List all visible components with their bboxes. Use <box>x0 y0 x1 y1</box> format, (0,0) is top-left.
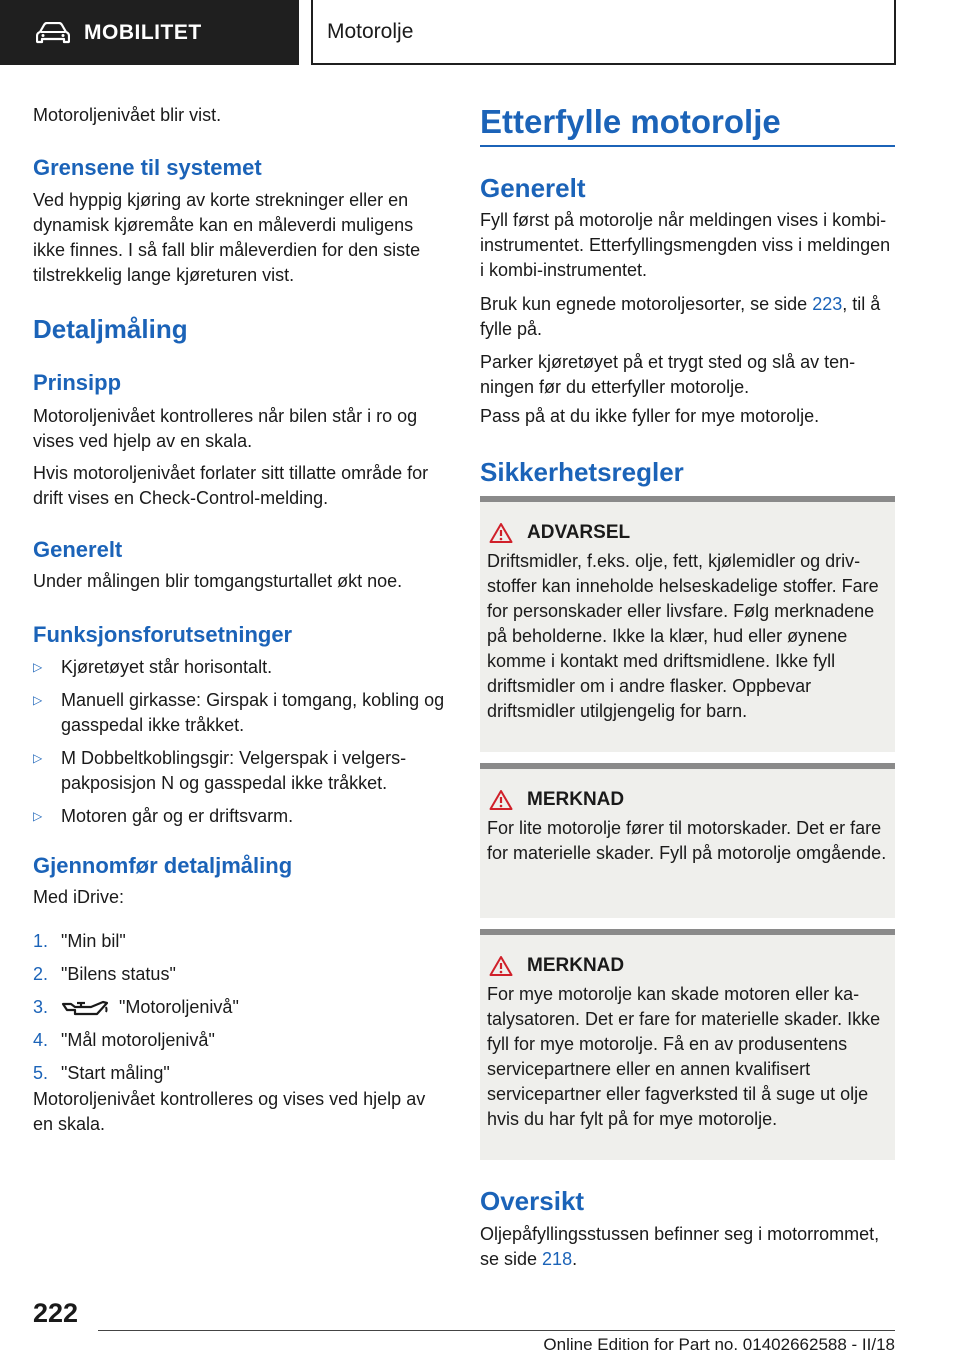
list-item: ▷ Kjøretøyet står horisontalt. <box>33 655 448 680</box>
page-title: Etterfylle motorolje <box>480 103 781 140</box>
note-label: MERKNAD <box>527 955 625 976</box>
warning-triangle-icon <box>489 789 513 811</box>
list-item: 4. "Mål motoroljenivå" <box>33 1030 215 1050</box>
footer-divider <box>98 1330 895 1331</box>
title-divider <box>480 145 895 147</box>
steps-list <box>33 925 448 1090</box>
triangle-bullet-icon: ▷ <box>33 751 43 765</box>
prerequisites-heading: Funksjonsforutsetninger <box>33 622 293 647</box>
intro-text: Motoroljenivået blir vist. <box>33 105 222 125</box>
general-heading-left: Generelt <box>33 537 123 562</box>
general-text-2: Bruk kun egnede motoroljesorter, se side 223, til å fylle på. <box>480 294 881 339</box>
list-item: ▷ M Dobbeltkoblingsgir: Velgerspak i velgerspakposisjon N og gasspedal ikke tråkket. <box>33 746 448 796</box>
safety-heading: Sikkerhetsregler <box>480 457 684 487</box>
general-text-3: Parker kjøretøyet på et trygt sted og slå av tenningen før du etterfyller motorolje. <box>480 352 856 397</box>
page-link-218[interactable]: 218 <box>542 1249 573 1269</box>
page-number: 222 <box>33 1298 79 1328</box>
oil-can-icon <box>61 998 109 1018</box>
overview-text: Oljepåfyllingsstussen befinner seg i motorrommet, se side 218. <box>480 1224 880 1269</box>
triangle-bullet-icon: ▷ <box>33 809 43 823</box>
note-text: For lite motorolje fører til motorskader. Det er fare for materielle skader. Fyll på motorolje omgående. <box>487 818 887 863</box>
triangle-bullet-icon: ▷ <box>33 660 43 674</box>
principle-text-2: Hvis motoroljenivået forlater sitt tillatte område for drift vises en Check-Control-melding. <box>33 463 429 508</box>
chapter-title: Motorolje <box>327 19 414 43</box>
prerequisites-list <box>33 655 448 829</box>
list-item: 1. "Min bil" <box>33 931 126 951</box>
note-text: For mye motorolje kan skade motoren eller katalysatoren. Det er fare for materielle skader. Ikke fyll for mye motorolje. Få en av produsentens servicepartnere eller en annen kvalifisert servicepartner eller fagverksted til å suge ut olje hvis du har fylt på for mye motorolje. <box>487 984 881 1129</box>
general-text-1: Fyll først på motorolje når meldingen vises i kombi-instrumentet. Etterfyllingsmengden viss i meldingen i kombi-instrumentet. <box>480 210 891 280</box>
note-box <box>480 763 895 918</box>
warning-triangle-icon <box>489 522 513 544</box>
list-item: 2. "Bilens status" <box>33 964 176 984</box>
detail-measurement-heading: Detaljmåling <box>33 314 188 344</box>
edition-text: Online Edition for Part no. 01402662588 - II/18 <box>543 1335 895 1354</box>
section-title: MOBILITET <box>84 20 202 44</box>
warning-box <box>480 496 895 752</box>
note-label: MERKNAD <box>527 789 625 810</box>
warning-triangle-icon <box>489 955 513 977</box>
note-box <box>480 929 895 1160</box>
list-item: ▷ Manuell girkasse: Girspak i tomgang, kobling og gasspedal ikke tråkket. <box>33 688 448 738</box>
limits-text: Ved hyppig kjøring av korte strekninger eller en dynamisk kjøremåte kan en måleverdi muligens ikke finnes. I så fall blir måleverdien for den siste tilstrekkelig lange kjøreturen vist. <box>33 190 421 285</box>
limits-heading: Grensene til systemet <box>33 155 262 180</box>
list-item: 3. "Motoroljenivå" <box>33 997 239 1017</box>
overview-heading: Oversikt <box>480 1186 585 1216</box>
header-chapter-box <box>311 0 896 65</box>
general-text-left: Under målingen blir tomgangsturtallet økt noe. <box>33 571 403 591</box>
car-icon <box>36 22 70 44</box>
perform-heading: Gjennomfør detaljmåling <box>33 853 293 878</box>
general-text-4: Pass på at du ikke fyller for mye motorolje. <box>480 406 820 426</box>
list-item: ▷ Motoren går og er driftsvarm. <box>33 804 448 829</box>
outro-text: Motoroljenivået kontrolleres og vises ved hjelp av en skala. <box>33 1089 426 1134</box>
warning-label: ADVARSEL <box>527 522 631 543</box>
general-heading-right: Generelt <box>480 173 586 203</box>
triangle-bullet-icon: ▷ <box>33 693 43 707</box>
warning-text: Driftsmidler, f.eks. olje, fett, kjølemidler og drivstoffer kan inneholde helseskadelige stoffer. Fare for personskader eller livsfare. Følg merknadene på beholderne. Ikke la klær, hud eller øynene komme i kontakt med driftsmidlene. Ikke fyll driftsmidler om i andre flasker. Oppbevar driftsmidler utilgjengelig for barn. <box>487 551 879 721</box>
header-section-tab <box>0 0 299 65</box>
principle-heading: Prinsipp <box>33 370 122 395</box>
principle-text-1: Motoroljenivået kontrolleres når bilen står i ro og vises ved hjelp av en skala. <box>33 406 418 451</box>
list-item: 5. "Start måling" <box>33 1063 170 1083</box>
perform-intro: Med iDrive: <box>33 887 125 907</box>
page-link-223[interactable]: 223 <box>812 294 843 314</box>
